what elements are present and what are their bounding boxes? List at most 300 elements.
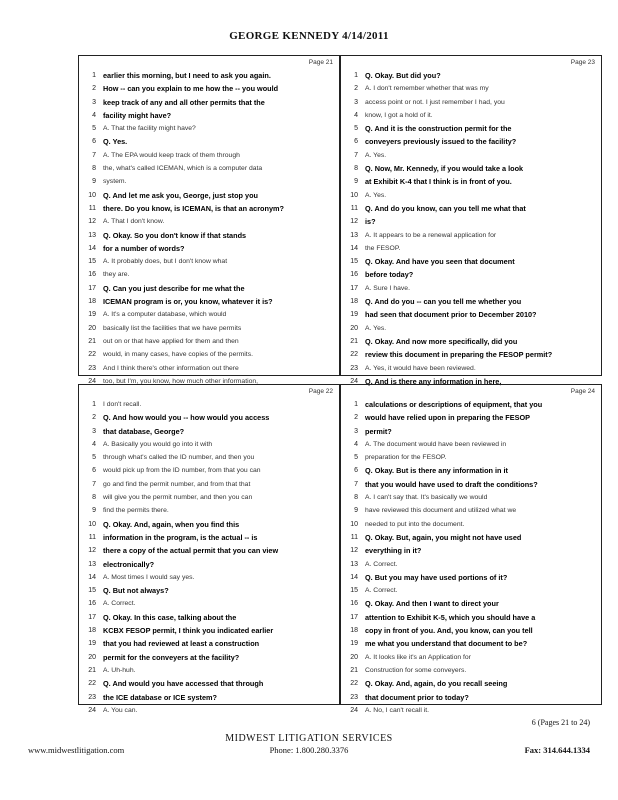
line-text: Q. Okay. And then I want to direct your — [365, 599, 499, 609]
line-text: earlier this morning, but I need to ask you again. — [103, 71, 271, 80]
line-number: 24 — [350, 706, 358, 714]
transcript-line — [341, 348, 601, 361]
transcript-line — [79, 504, 339, 517]
line-text: there a copy of the actual permit that you can view — [103, 546, 279, 556]
transcript-line — [79, 398, 339, 411]
transcript-line — [79, 308, 339, 321]
line-text: review this document in preparing the FESOP permit? — [365, 350, 553, 360]
line-number: 19 — [88, 311, 96, 319]
line-text: conveyers previously issued to the facility? — [365, 137, 517, 147]
transcript-line — [341, 242, 601, 255]
transcript-line — [341, 438, 601, 451]
transcript-line — [79, 478, 339, 491]
transcript-line — [79, 624, 339, 637]
line-text: the ICE database or ICE system? — [103, 692, 217, 702]
line-number: 1 — [354, 401, 358, 408]
line-text: A. Sure I have. — [365, 284, 410, 292]
fax-label: Fax: 314.644.1334 — [524, 745, 590, 755]
transcript-line — [79, 215, 339, 228]
line-number: 8 — [354, 494, 358, 502]
line-text: Q. Okay. And have you seen that document — [365, 257, 515, 267]
line-text: at Exhibit K-4 that I think is in front of you. — [365, 177, 512, 187]
website-label: www.midwestlitigation.com — [28, 745, 125, 755]
transcript-line — [79, 544, 339, 557]
line-number: 19 — [88, 640, 96, 648]
line-number: 22 — [88, 680, 96, 688]
transcript-line — [79, 664, 339, 677]
line-number: 6 — [354, 467, 358, 475]
transcript-line — [79, 704, 339, 717]
line-number: 1 — [354, 72, 358, 79]
transcript-line — [341, 335, 601, 348]
line-number: 6 — [92, 138, 96, 146]
transcript-line — [79, 611, 339, 624]
line-text: Q. And how would you -- how would you access — [103, 413, 270, 423]
line-text: will give you the permit number, and then you can — [103, 494, 253, 502]
transcript-line — [79, 149, 339, 162]
transcript-line — [79, 518, 339, 531]
transcript-page-24 — [340, 384, 602, 714]
line-number: 22 — [88, 351, 96, 359]
line-text: go and find the permit number, and from that that — [103, 480, 251, 488]
transcript-line — [79, 558, 339, 571]
transcript-line — [341, 584, 601, 597]
transcript-line — [341, 149, 601, 162]
line-number: 11 — [350, 533, 358, 541]
transcript-line — [79, 69, 339, 82]
line-number: 23 — [350, 693, 358, 701]
line-number: 18 — [350, 298, 358, 306]
line-number: 4 — [92, 111, 96, 119]
line-text: through what's called the ID number, and then you — [103, 454, 255, 462]
transcript-line — [341, 411, 601, 424]
line-text: that document prior to today? — [365, 692, 469, 702]
line-text: KCBX FESOP permit, I think you indicated earlier — [103, 626, 274, 636]
line-text: copy in front of you. And, you know, can you tell — [365, 626, 533, 636]
transcript-line — [341, 518, 601, 531]
line-number: 4 — [92, 440, 96, 448]
line-text: And I think there's other information out there — [103, 364, 239, 372]
transcript-line — [79, 255, 339, 268]
line-number: 15 — [88, 258, 96, 266]
transcript-line — [341, 215, 601, 228]
transcript-lines — [341, 69, 601, 388]
line-number: 13 — [350, 560, 358, 568]
line-text: A. Correct. — [103, 600, 136, 608]
line-number: 16 — [350, 271, 358, 279]
line-number: 7 — [92, 151, 96, 159]
transcript-line — [79, 175, 339, 188]
line-text: permit for the conveyers at the facility? — [103, 652, 240, 662]
line-number: 16 — [350, 600, 358, 608]
line-number: 23 — [350, 364, 358, 372]
line-number: 23 — [88, 693, 96, 701]
line-text: they are. — [103, 271, 130, 279]
transcript-line — [79, 597, 339, 610]
line-text: access point or not. I just remember I had, you — [365, 98, 505, 106]
transcript-line — [79, 438, 339, 451]
line-text: A. That I don't know. — [103, 218, 165, 226]
line-text: that database, George? — [103, 426, 185, 436]
line-text: find the permits there. — [103, 507, 169, 515]
line-text: have reviewed this document and utilized what we — [365, 507, 517, 515]
line-number: 12 — [350, 547, 358, 555]
document-title: GEORGE KENNEDY 4/14/2011 — [229, 30, 389, 42]
transcript-line — [341, 268, 601, 281]
line-number: 2 — [354, 85, 358, 93]
transcript-line — [79, 651, 339, 664]
line-text: Q. Okay. And, again, do you recall seeing — [365, 679, 508, 689]
transcript-line — [341, 122, 601, 135]
line-text: A. Most times I would say yes. — [103, 573, 195, 581]
line-text: the FESOP. — [365, 244, 401, 252]
line-number: 8 — [92, 165, 96, 173]
transcript-line — [341, 202, 601, 215]
line-text: know, I got a hold of it. — [365, 111, 433, 119]
line-text: basically list the facilities that we have permits — [103, 324, 242, 332]
transcript-line — [341, 398, 601, 411]
line-number: 20 — [88, 324, 96, 332]
transcript-line — [341, 255, 601, 268]
line-text: keep track of any and all other permits that the — [103, 97, 265, 107]
transcript-line — [341, 425, 601, 438]
transcript-line — [341, 504, 601, 517]
line-number: 3 — [92, 427, 96, 435]
transcript-line — [79, 491, 339, 504]
line-number: 24 — [350, 377, 358, 385]
transcript-line — [79, 451, 339, 464]
line-number: 8 — [92, 494, 96, 502]
line-text: Q. And do you know, can you tell me what that — [365, 203, 526, 213]
page-number-label: Page 22 — [308, 388, 333, 395]
line-text: would, in many cases, have copies of the permits. — [103, 351, 253, 359]
page-number-label: Page 23 — [570, 59, 595, 66]
line-text: How -- can you explain to me how the -- you would — [103, 84, 279, 94]
transcript-line — [341, 611, 601, 624]
line-text: that you would have used to draft the conditions? — [365, 479, 538, 489]
line-number: 7 — [354, 151, 358, 159]
transcript-line — [341, 531, 601, 544]
line-number: 14 — [88, 244, 96, 252]
transcript-line — [341, 82, 601, 95]
line-number: 12 — [88, 547, 96, 555]
line-text: Q. But not always? — [103, 586, 169, 596]
line-text: had seen that document prior to December 2010? — [365, 310, 537, 320]
transcript-line — [79, 584, 339, 597]
line-text: A. It looks like it's an Application for — [365, 653, 471, 661]
transcript-line — [341, 295, 601, 308]
transcript-line — [341, 308, 601, 321]
line-text: Q. Now, Mr. Kennedy, if you would take a look — [365, 164, 524, 174]
transcript-line — [341, 109, 601, 122]
line-text: A. Yes. — [365, 151, 387, 159]
line-number: 16 — [88, 271, 96, 279]
line-number: 12 — [350, 218, 358, 226]
line-text: A. Yes. — [365, 324, 387, 332]
transcript-line — [79, 122, 339, 135]
line-number: 19 — [350, 640, 358, 648]
transcript-line — [79, 202, 339, 215]
line-text: I don't recall. — [103, 401, 142, 408]
line-text: attention to Exhibit K-5, which you should have a — [365, 612, 536, 622]
transcript-line — [341, 704, 601, 717]
transcript-page-22 — [78, 384, 340, 714]
transcript-line — [79, 242, 339, 255]
line-text: A. It appears to be a renewal application for — [365, 231, 497, 239]
line-text: before today? — [365, 270, 414, 280]
transcript-line — [79, 531, 339, 544]
line-number: 20 — [350, 653, 358, 661]
transcript-line — [341, 162, 601, 175]
transcript-line — [341, 558, 601, 571]
line-text: Q. Okay. And, again, when you find this — [103, 519, 240, 529]
transcript-line — [341, 69, 601, 82]
line-number: 13 — [350, 231, 358, 239]
line-text: A. Correct. — [365, 560, 398, 568]
line-number: 9 — [92, 507, 96, 515]
transcript-page-21 — [78, 55, 340, 385]
line-text: A. That the facility might have? — [103, 125, 196, 133]
line-text: A. No, I can't recall it. — [365, 706, 430, 714]
line-number: 7 — [354, 480, 358, 488]
line-number: 5 — [92, 454, 96, 462]
transcript-line — [341, 322, 601, 335]
line-number: 17 — [350, 284, 358, 292]
line-text: A. Basically you would go into it with — [103, 440, 213, 448]
line-text: A. Yes. — [365, 191, 387, 199]
line-number: 19 — [350, 311, 358, 319]
transcript-line — [341, 677, 601, 690]
transcript-line — [341, 96, 601, 109]
transcript-line — [341, 624, 601, 637]
line-number: 24 — [88, 706, 96, 714]
line-number: 22 — [350, 680, 358, 688]
transcript-line — [79, 411, 339, 424]
line-text: Q. But you may have used portions of it? — [365, 572, 508, 582]
transcript-line — [341, 597, 601, 610]
transcript-line — [341, 175, 601, 188]
line-text: Q. And it is the construction permit for the — [365, 124, 512, 134]
line-number: 2 — [92, 414, 96, 422]
line-text: Q. Okay. And now more specifically, did you — [365, 336, 518, 346]
line-number: 4 — [354, 111, 358, 119]
line-number: 10 — [88, 191, 96, 199]
transcript-line — [79, 425, 339, 438]
line-number: 18 — [88, 298, 96, 306]
line-number: 24 — [88, 377, 96, 385]
line-text: preparation for the FESOP. — [365, 454, 447, 462]
transcript-lines — [79, 398, 339, 717]
line-text: Q. Yes. — [103, 137, 128, 147]
line-number: 21 — [350, 337, 358, 345]
line-text: Q. Okay. So you don't know if that stands — [103, 230, 247, 240]
line-text: Q. Okay. In this case, talking about the — [103, 612, 237, 622]
line-number: 17 — [350, 613, 358, 621]
transcript-line — [341, 478, 601, 491]
transcript-line — [341, 491, 601, 504]
line-text: the, what's called ICEMAN, which is a computer data — [103, 165, 263, 173]
line-text: for a number of words? — [103, 243, 185, 253]
transcript-line — [79, 335, 339, 348]
line-number: 2 — [92, 85, 96, 93]
transcript-lines — [79, 69, 339, 388]
page-number-label: Page 21 — [308, 59, 333, 66]
line-text: facility might have? — [103, 110, 172, 120]
transcript-line — [341, 282, 601, 295]
transcript-line — [79, 691, 339, 704]
transcript-line — [79, 464, 339, 477]
line-number: 8 — [354, 165, 358, 173]
line-number: 3 — [354, 427, 358, 435]
line-text: Q. Okay. But is there any information in it — [365, 466, 508, 476]
line-number: 15 — [88, 587, 96, 595]
line-number: 10 — [350, 191, 358, 199]
line-number: 6 — [354, 138, 358, 146]
line-number: 17 — [88, 613, 96, 621]
line-number: 14 — [88, 573, 96, 581]
line-text: out on or that have applied for them and then — [103, 337, 239, 345]
transcript-line — [341, 691, 601, 704]
transcript-line — [341, 637, 601, 650]
line-text: A. Uh-huh. — [103, 666, 136, 674]
line-number: 6 — [92, 467, 96, 475]
transcript-line — [79, 571, 339, 584]
line-text: A. The EPA would keep track of them through — [103, 151, 240, 159]
line-text: there. Do you know, is ICEMAN, is that an acronym? — [103, 203, 284, 213]
line-number: 21 — [88, 337, 96, 345]
transcript-line — [79, 96, 339, 109]
line-text: too, but I'm, you know, how much other information, — [103, 377, 259, 385]
transcript-line — [79, 268, 339, 281]
line-text: would pick up from the ID number, from that you can — [103, 467, 261, 475]
line-text: Q. And is there any information in here, — [365, 376, 502, 386]
line-text: everything in it? — [365, 546, 422, 556]
line-text: A. You can. — [103, 706, 138, 714]
line-number: 10 — [350, 520, 358, 528]
line-text: information in the program, is the actual -- is — [103, 532, 258, 542]
line-text: would have relied upon in preparing the FESOP — [365, 413, 531, 423]
line-number: 4 — [354, 440, 358, 448]
line-text: ICEMAN program is or, you know, whatever it is? — [103, 297, 273, 307]
line-number: 5 — [354, 454, 358, 462]
transcript-line — [79, 282, 339, 295]
transcript-line — [79, 362, 339, 375]
transcript-line — [79, 162, 339, 175]
transcript-line — [79, 135, 339, 148]
line-number: 1 — [92, 72, 96, 79]
line-number: 18 — [88, 627, 96, 635]
transcript-line — [79, 189, 339, 202]
line-text: permit? — [365, 426, 392, 436]
line-number: 11 — [88, 533, 96, 541]
line-number: 21 — [350, 666, 358, 674]
transcript-line — [79, 348, 339, 361]
line-number: 2 — [354, 414, 358, 422]
line-number: 23 — [88, 364, 96, 372]
transcript-line — [341, 464, 601, 477]
line-number: 11 — [88, 204, 96, 212]
transcript-line — [341, 571, 601, 584]
line-number: 3 — [354, 98, 358, 106]
line-number: 14 — [350, 244, 358, 252]
page-range-label: 6 (Pages 21 to 24) — [531, 718, 590, 727]
line-number: 5 — [92, 125, 96, 133]
line-number: 15 — [350, 587, 358, 595]
line-number: 9 — [354, 507, 358, 515]
transcript-line — [79, 229, 339, 242]
line-text: A. I can't say that. It's basically we would — [365, 494, 488, 502]
line-number: 3 — [92, 98, 96, 106]
line-number: 20 — [88, 653, 96, 661]
line-text: electronically? — [103, 559, 155, 569]
line-text: A. Yes, it would have been reviewed. — [365, 364, 476, 372]
transcript-line — [341, 135, 601, 148]
transcript-line — [79, 322, 339, 335]
line-text: that you had reviewed at least a construction — [103, 639, 260, 649]
line-text: me what you understand that document to be? — [365, 639, 528, 649]
line-text: Construction for some conveyers. — [365, 666, 467, 674]
line-number: 16 — [88, 600, 96, 608]
line-number: 9 — [354, 178, 358, 186]
transcript-line — [341, 544, 601, 557]
line-text: is? — [365, 217, 376, 227]
line-number: 13 — [88, 231, 96, 239]
line-text: A. It probably does, but I don't know what — [103, 258, 228, 266]
line-number: 12 — [88, 218, 96, 226]
transcript-line — [79, 82, 339, 95]
transcript-line — [341, 664, 601, 677]
transcript-page-23 — [340, 55, 602, 386]
line-text: system. — [103, 178, 127, 186]
line-number: 14 — [350, 573, 358, 581]
line-number: 13 — [88, 560, 96, 568]
line-number: 20 — [350, 324, 358, 332]
line-number: 21 — [88, 666, 96, 674]
line-number: 5 — [354, 125, 358, 133]
line-number: 7 — [92, 480, 96, 488]
line-text: needed to put into the document. — [365, 520, 465, 528]
line-text: calculations or descriptions of equipment, that you — [365, 400, 543, 409]
line-number: 22 — [350, 351, 358, 359]
transcript-line — [79, 677, 339, 690]
transcript-line — [79, 637, 339, 650]
line-text: A. I don't remember whether that was my — [365, 85, 489, 93]
transcript-line — [341, 451, 601, 464]
page-number-label: Page 24 — [570, 388, 595, 395]
line-number: 9 — [92, 178, 96, 186]
transcript-lines — [341, 398, 601, 717]
line-text: Q. And do you -- can you tell me whether you — [365, 297, 522, 307]
line-text: A. It's a computer database, which would — [103, 311, 227, 319]
line-text: Q. And let me ask you, George, just stop you — [103, 190, 259, 200]
line-number: 17 — [88, 284, 96, 292]
line-text: A. The document would have been reviewed in — [365, 440, 507, 448]
line-text: A. Correct. — [365, 587, 398, 595]
transcript-line — [79, 295, 339, 308]
line-number: 18 — [350, 627, 358, 635]
line-text: Q. And would you have accessed that through — [103, 679, 264, 689]
transcript-line — [341, 651, 601, 664]
transcript-line — [341, 189, 601, 202]
company-name: MIDWEST LITIGATION SERVICES — [225, 733, 393, 744]
line-number: 10 — [88, 520, 96, 528]
transcript-line — [341, 362, 601, 375]
transcript-line — [79, 109, 339, 122]
phone-label: Phone: 1.800.280.3376 — [269, 745, 349, 755]
line-number: 1 — [92, 401, 96, 408]
transcript-line — [341, 229, 601, 242]
line-text: Q. Can you just describe for me what the — [103, 283, 245, 293]
